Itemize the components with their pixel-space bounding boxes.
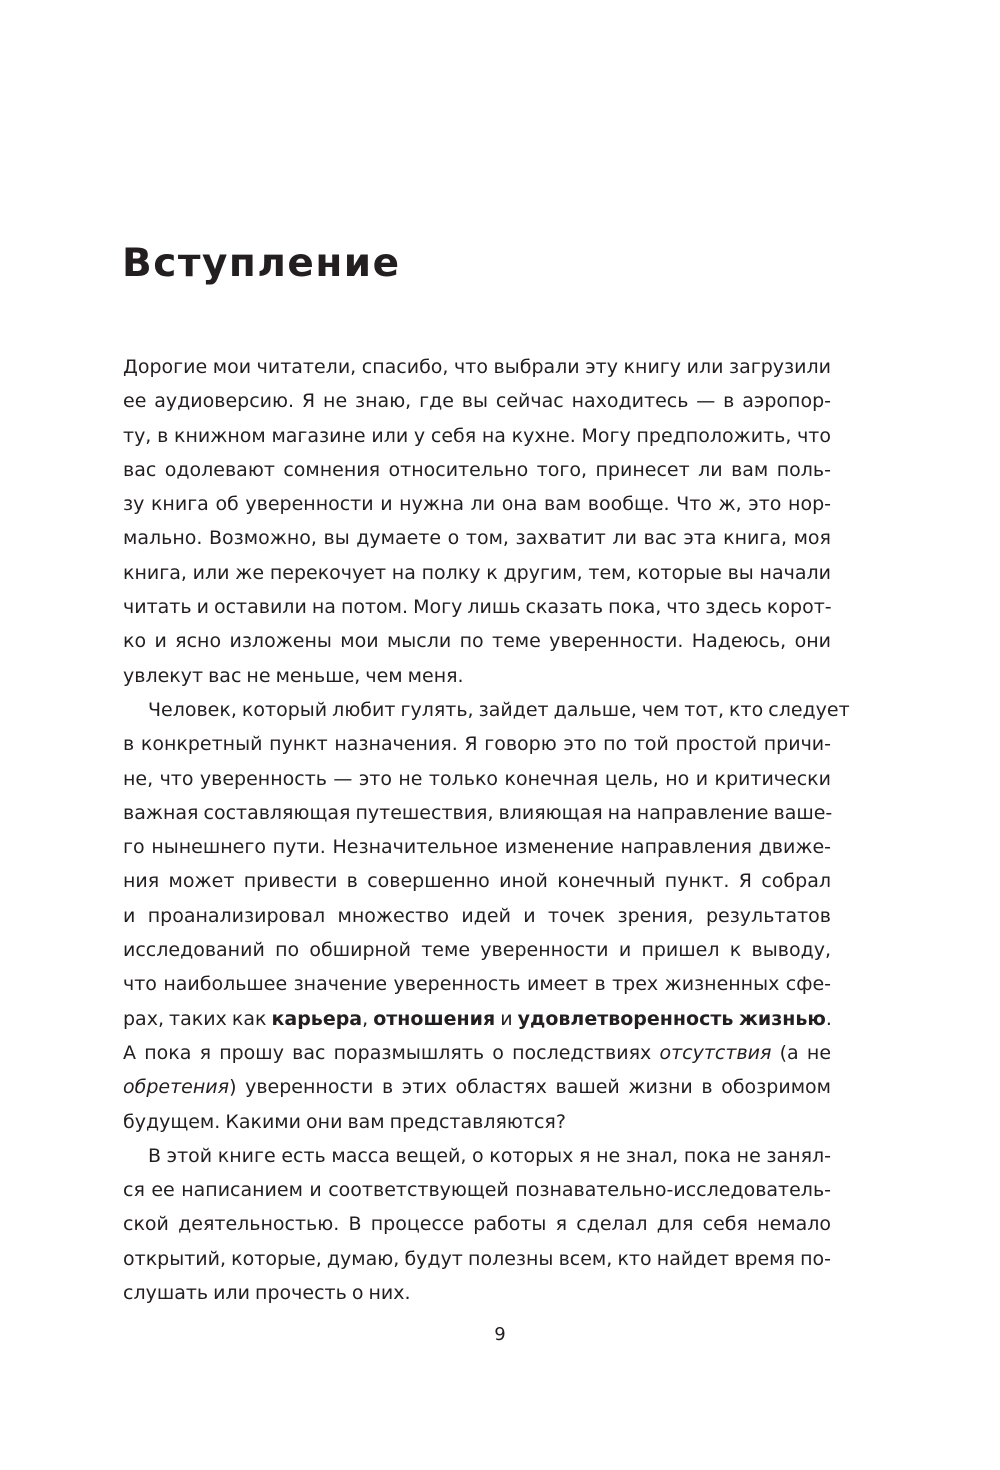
paragraph-1 — [123, 350, 831, 693]
chapter-title: Вступление — [122, 241, 401, 286]
text-line: слушать или прочесть о них. — [123, 1282, 411, 1305]
text-line-with-italic — [123, 1070, 831, 1104]
bold-term-life-satisfaction: удовлетворенность жизнью — [517, 1007, 826, 1030]
text-line: не, что уверенность — это не только конечная цель, но и критически — [123, 767, 831, 790]
chapter-body — [123, 350, 850, 1310]
text-line: мально. Возможно, вы думаете о том, захватит ли вас эта книга, моя — [123, 527, 831, 550]
bold-term-career: карьера — [271, 1007, 363, 1030]
text-line: читать и оставили на потом. Могу лишь сказать пока, что здесь корот- — [123, 596, 832, 619]
text-line-with-italic — [123, 1036, 831, 1070]
text-line: ту, в книжном магазине или у себя на кухне. Могу предположить, что — [123, 424, 831, 447]
text-segment: , — [362, 1007, 374, 1030]
bold-term-relationships: отношения — [373, 1007, 496, 1030]
paragraph-3 — [123, 1139, 831, 1310]
text-segment: (а не — [771, 1041, 832, 1064]
paragraph-2 — [123, 693, 850, 1139]
text-line-with-bold-terms — [123, 1002, 831, 1036]
text-segment: рах, таких как — [123, 1007, 272, 1030]
italic-term-acquisition: обретения — [123, 1076, 230, 1099]
text-line: Человек, который любит гулять, зайдет дальше, чем тот, кто следует — [148, 698, 850, 721]
text-line: открытий, которые, думаю, будут полезны всем, кто найдет время по- — [123, 1247, 831, 1270]
text-line: зу книга об уверенности и нужна ли она вам вообще. Что ж, это нор- — [123, 493, 831, 516]
text-line: ее аудиоверсию. Я не знаю, где вы сейчас находитесь — в аэропор- — [123, 390, 831, 413]
text-line: увлекут вас не меньше, чем меня. — [123, 664, 464, 687]
text-segment: ) уверенности в этих областях вашей жизни в обозримом — [229, 1076, 831, 1099]
text-line: ся ее написанием и соответствующей познавательно-исследователь- — [123, 1179, 831, 1202]
page-number: 9 — [494, 1324, 506, 1345]
text-line: го нынешнего пути. Незначительное изменение направления движе- — [123, 836, 831, 859]
text-line: исследований по обширной теме уверенности и пришел к выводу, — [123, 939, 831, 962]
text-line: и проанализировал множество идей и точек зрения, результатов — [123, 904, 831, 927]
text-line: вас одолевают сомнения относительно того, принесет ли вам поль- — [123, 458, 831, 481]
text-segment: и — [495, 1007, 518, 1030]
text-line: будущем. Какими они вам представляются? — [123, 1110, 566, 1133]
text-line: ской деятельностью. В процессе работы я сделал для себя немало — [123, 1213, 831, 1236]
text-segment: А пока я прошу вас поразмышлять о последствиях — [123, 1041, 660, 1064]
text-line: ко и ясно изложены мои мысли по теме уверенности. Надеюсь, они — [123, 630, 831, 653]
text-line: книга, или же перекочует на полку к другим, тем, которые вы начали — [123, 561, 831, 584]
italic-term-absence: отсутствия — [659, 1041, 772, 1064]
text-line: ния может привести в совершенно иной конечный пункт. Я собрал — [123, 870, 831, 893]
text-line: что наибольшее значение уверенность имеет в трех жизненных сфе- — [123, 973, 831, 996]
text-segment: . — [825, 1007, 832, 1030]
text-line: В этой книге есть масса вещей, о которых я не знал, пока не занял- — [148, 1144, 831, 1167]
text-line: важная составляющая путешествия, влияющая на направление ваше- — [123, 801, 833, 824]
text-line: Дорогие мои читатели, спасибо, что выбрали эту книгу или загрузили — [123, 356, 831, 378]
text-line: в конкретный пункт назначения. Я говорю это по той простой причи- — [123, 733, 831, 756]
